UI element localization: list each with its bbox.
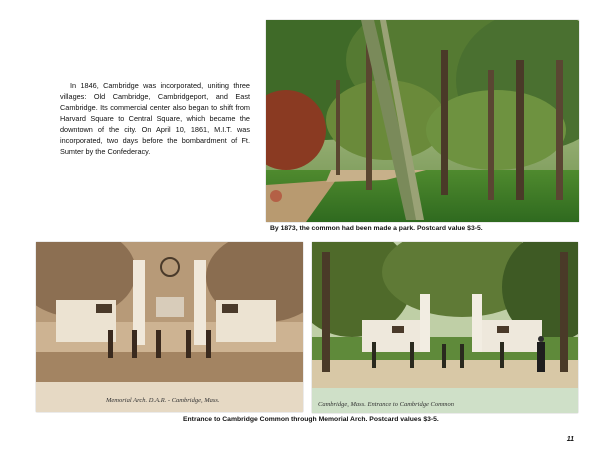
sepia-postcard-inscription: Memorial Arch. D.A.R. - Cambridge, Mass. xyxy=(106,397,220,404)
common-park-postcard-image xyxy=(266,20,579,222)
memorial-arch-sepia-postcard-image xyxy=(36,242,303,412)
page-number: 11 xyxy=(566,436,574,443)
color-postcard-inscription: Cambridge, Mass. Entrance to Cambridge Common xyxy=(318,401,454,408)
memorial-arch-color-postcard-image xyxy=(312,242,578,413)
intro-text-block xyxy=(60,80,250,157)
park-caption: By 1873, the common had been made a park. Postcard value $3-5. xyxy=(270,225,483,232)
intro-paragraph: In 1846, Cambridge was incorporated, uniting three villages: Old Cambridge, Cambridgeport, and East Cambridge. Its commercial center also began to shift from Harvard Square to Central Square, which became the downtown of the city. On April 10, 1861, M.I.T. was incorporated, two days before the bombardment of Ft. Sumter by the Confederacy. xyxy=(60,81,250,156)
memorial-arch-caption: Entrance to Cambridge Common through Memorial Arch. Postcard values $3-5. xyxy=(183,416,439,423)
